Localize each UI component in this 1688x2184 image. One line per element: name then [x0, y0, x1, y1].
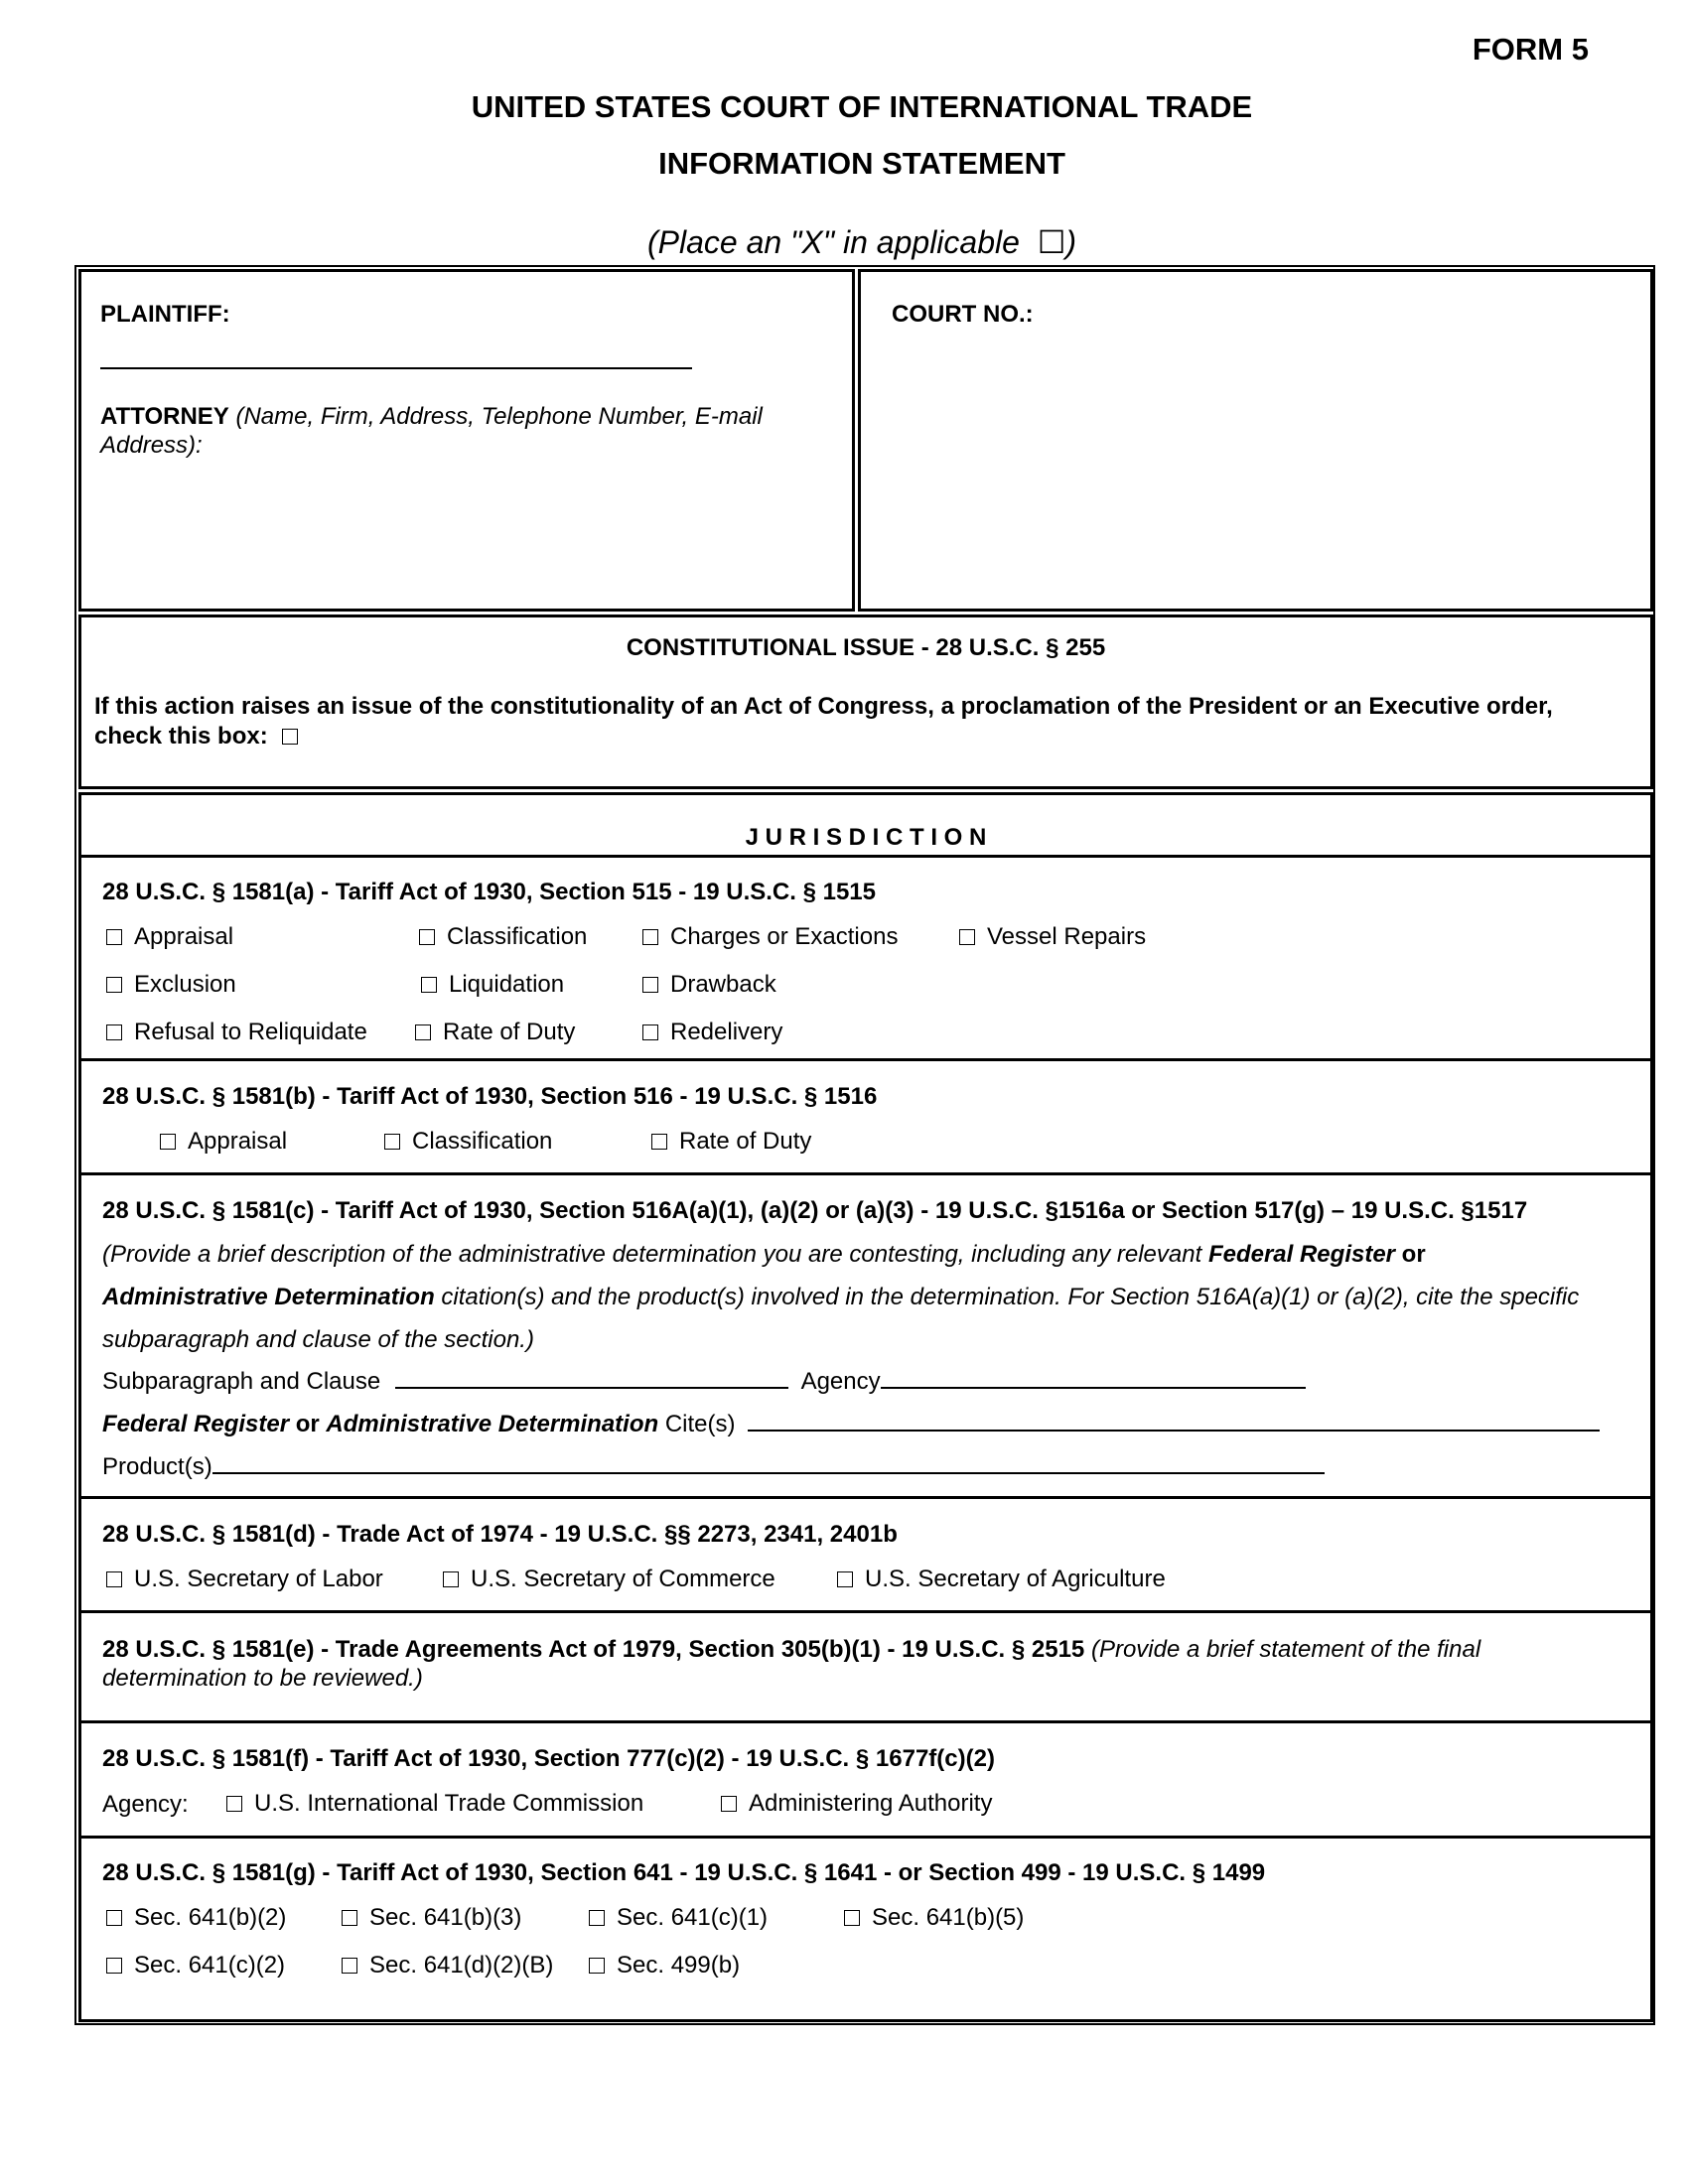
court-title: UNITED STATES COURT OF INTERNATIONAL TRADE [471, 89, 1253, 124]
attorney-label: ATTORNEY [100, 403, 229, 430]
option-label: Rate of Duty [443, 1019, 576, 1045]
option-label: Appraisal [188, 1128, 288, 1155]
checkbox-icon [651, 1134, 667, 1150]
option-label: Sec. 499(b) [617, 1952, 741, 1979]
option-label: Sec. 641(b)(2) [134, 1904, 287, 1931]
chk-a-classification[interactable] [419, 923, 587, 951]
plaintiff-input-line[interactable] [100, 367, 692, 369]
chk-a-appraisal[interactable] [106, 923, 233, 951]
option-label: Refusal to Reliquidate [134, 1019, 367, 1045]
sec-e-hint: (Provide a brief statement of the final [1090, 1636, 1481, 1663]
option-label: U.S. Secretary of Labor [134, 1566, 383, 1592]
divider-b [78, 1058, 1653, 1061]
option-label: Redelivery [670, 1019, 783, 1045]
checkbox-icon [642, 977, 658, 993]
chk-g-641c2[interactable] [106, 1952, 285, 1979]
option-label: Appraisal [134, 923, 234, 950]
chk-b-rate[interactable] [651, 1128, 811, 1156]
checkbox-icon [642, 1024, 658, 1040]
plaintiff-label: PLAINTIFF: [100, 301, 230, 328]
checkbox-icon [589, 1910, 605, 1926]
chk-d-labor[interactable] [106, 1566, 383, 1593]
option-label: Sec. 641(c)(2) [134, 1952, 286, 1979]
sec-c-heading: 28 U.S.C. § 1581(c) - Tariff Act of 1930, Section 516A(a)(1), (a)(2) or (a)(3) - 19 U.S.C. §1516a or Section 517(g) – 19 U.S.C. §1517 [102, 1197, 1528, 1224]
checkbox-icon [384, 1134, 400, 1150]
option-label: Sec. 641(c)(1) [617, 1904, 769, 1931]
product-label: Product(s) [102, 1453, 212, 1480]
chk-d-agriculture[interactable] [837, 1566, 1166, 1593]
option-label: Vessel Repairs [987, 923, 1147, 950]
chk-a-charges[interactable] [642, 923, 898, 951]
chk-d-commerce[interactable] [443, 1566, 775, 1593]
checkbox-icon [106, 1910, 122, 1926]
chk-g-499b[interactable] [589, 1952, 740, 1979]
option-label: Classification [412, 1128, 553, 1155]
checkbox-icon [421, 977, 437, 993]
chk-g-641d2b[interactable] [342, 1952, 553, 1979]
instruction-text: (Place an "X" in applicable [646, 224, 1020, 260]
chk-a-redelivery[interactable] [642, 1019, 782, 1046]
product-row [102, 1452, 1325, 1482]
option-label: Exclusion [134, 971, 236, 998]
chk-b-classification[interactable] [384, 1128, 552, 1156]
instruction [0, 223, 1688, 261]
checkbox-icon [342, 1958, 357, 1974]
desc-text: or [1395, 1241, 1426, 1268]
form-title: INFORMATION STATEMENT [658, 146, 1065, 181]
divider-f [78, 1720, 1653, 1723]
desc-emphasis: Federal Register [1207, 1241, 1396, 1268]
constitutional-text: If this action raises an issue of the constitutionality of an Act of Congress, a proclamation of the President or an Executive order, [94, 693, 1553, 720]
desc-text: (Provide a brief description of the administrative determination you are contesting, including any relevant [102, 1241, 1208, 1268]
chk-a-exclusion[interactable] [106, 971, 236, 999]
chk-g-641c1[interactable] [589, 1904, 768, 1932]
subparagraph-label: Subparagraph and Clause [102, 1368, 381, 1395]
checkbox-icon [959, 929, 975, 945]
constitutional-checkbox[interactable] [282, 723, 310, 750]
constitutional-heading: CONSTITUTIONAL ISSUE - 28 U.S.C. § 255 [626, 634, 1106, 661]
divider-c [78, 1172, 1653, 1175]
option-label: Drawback [670, 971, 776, 998]
option-label: Rate of Duty [679, 1128, 812, 1155]
constitutional-check-label: check this box: [94, 723, 268, 750]
sec-c-description-2 [102, 1283, 1579, 1312]
option-label: U.S. International Trade Commission [254, 1790, 644, 1817]
checkbox-icon [106, 1024, 122, 1040]
subparagraph-row [102, 1367, 1306, 1397]
option-label: Classification [447, 923, 588, 950]
option-label: Sec. 641(d)(2)(B) [369, 1952, 554, 1979]
cite-row [102, 1410, 1600, 1439]
divider-d [78, 1496, 1653, 1499]
checkbox-icon [443, 1571, 459, 1587]
desc-text: citation(s) and the product(s) involved in the determination. For Section 516A(a)(1) or (a)(2), cite the specific [434, 1284, 1580, 1310]
chk-a-refusal[interactable] [106, 1019, 367, 1046]
option-label: Charges or Exactions [670, 923, 899, 950]
chk-a-liquidation[interactable] [421, 971, 564, 999]
sec-e-hint-continued: determination to be reviewed.) [102, 1665, 423, 1692]
divider-g [78, 1836, 1653, 1839]
chk-a-rate[interactable] [415, 1019, 575, 1046]
checkbox-icon [721, 1796, 737, 1812]
cite-label-fr: Federal Register [102, 1411, 290, 1437]
cite-input[interactable] [748, 1410, 1600, 1432]
chk-f-itc[interactable] [226, 1790, 643, 1818]
agency-label: Agency [800, 1368, 881, 1395]
sec-a-heading: 28 U.S.C. § 1581(a) - Tariff Act of 1930, Section 515 - 19 U.S.C. § 1515 [102, 879, 876, 905]
option-label: Administering Authority [749, 1790, 993, 1817]
checkbox-icon [106, 929, 122, 945]
option-label: U.S. Secretary of Commerce [471, 1566, 775, 1592]
checkbox-icon [415, 1024, 431, 1040]
checkbox-icon [106, 1571, 122, 1587]
cite-label-or: or [289, 1411, 327, 1437]
sec-e-heading-row [102, 1635, 1480, 1665]
subparagraph-input[interactable] [395, 1367, 788, 1389]
checkbox-icon [226, 1796, 242, 1812]
checkbox-icon [106, 1958, 122, 1974]
sec-d-heading: 28 U.S.C. § 1581(d) - Trade Act of 1974 - 19 U.S.C. §§ 2273, 2341, 2401b [102, 1521, 898, 1548]
checkbox-icon [106, 977, 122, 993]
instruction-close: ) [1065, 224, 1077, 260]
option-label: Liquidation [449, 971, 565, 998]
option-label: Sec. 641(b)(5) [872, 1904, 1025, 1931]
checkbox-icon [342, 1910, 357, 1926]
chk-f-admin[interactable] [721, 1790, 992, 1818]
chk-g-641b2[interactable] [106, 1904, 286, 1932]
chk-a-vessel[interactable] [959, 923, 1146, 951]
checkbox-icon [282, 729, 298, 745]
sec-f-agency-label: Agency: [102, 1791, 189, 1818]
divider-e [78, 1610, 1653, 1613]
divider-a [78, 855, 1653, 858]
checkbox-icon [642, 929, 658, 945]
attorney-hint-continued: Address): [100, 432, 203, 459]
desc-emphasis: Administrative Determination [102, 1284, 435, 1310]
jurisdiction-heading: J U R I S D I C T I O N [745, 824, 987, 851]
sec-c-description-1 [102, 1240, 1426, 1270]
checkbox-icon [844, 1910, 860, 1926]
sec-b-heading: 28 U.S.C. § 1581(b) - Tariff Act of 1930, Section 516 - 19 U.S.C. § 1516 [102, 1083, 878, 1110]
cite-label-ad: Administrative Determination [326, 1411, 659, 1437]
sec-f-heading: 28 U.S.C. § 1581(f) - Tariff Act of 1930, Section 777(c)(2) - 19 U.S.C. § 1677f(c)(2) [102, 1745, 995, 1772]
court-no-label: COURT NO.: [892, 301, 1034, 328]
checkbox-icon [419, 929, 435, 945]
form-number: FORM 5 [1472, 32, 1589, 67]
option-label: Sec. 641(b)(3) [369, 1904, 522, 1931]
checkbox-icon [589, 1958, 605, 1974]
option-label: U.S. Secretary of Agriculture [865, 1566, 1166, 1592]
sec-g-heading: 28 U.S.C. § 1581(g) - Tariff Act of 1930, Section 641 - 19 U.S.C. § 1641 - or Section 499 - 19 U.S.C. § 1499 [102, 1859, 1266, 1886]
cite-label: Cite(s) [658, 1411, 736, 1437]
constitutional-text-continued [94, 722, 310, 751]
sec-c-description-3: subparagraph and clause of the section.) [102, 1326, 534, 1353]
chk-g-641b5[interactable] [844, 1904, 1024, 1932]
chk-a-drawback[interactable] [642, 971, 776, 999]
checkbox-sample-icon: ☐ [1037, 224, 1066, 260]
product-input[interactable] [212, 1452, 1325, 1474]
chk-g-641b3[interactable] [342, 1904, 521, 1932]
agency-input[interactable] [881, 1367, 1306, 1389]
sec-e-heading: 28 U.S.C. § 1581(e) - Trade Agreements Act of 1979, Section 305(b)(1) - 19 U.S.C. § 2515 [102, 1636, 1085, 1663]
attorney-hint: (Name, Firm, Address, Telephone Number, E-mail [235, 403, 763, 430]
chk-b-appraisal[interactable] [160, 1128, 287, 1156]
checkbox-icon [160, 1134, 176, 1150]
attorney-label-line [100, 402, 763, 432]
checkbox-icon [837, 1571, 853, 1587]
